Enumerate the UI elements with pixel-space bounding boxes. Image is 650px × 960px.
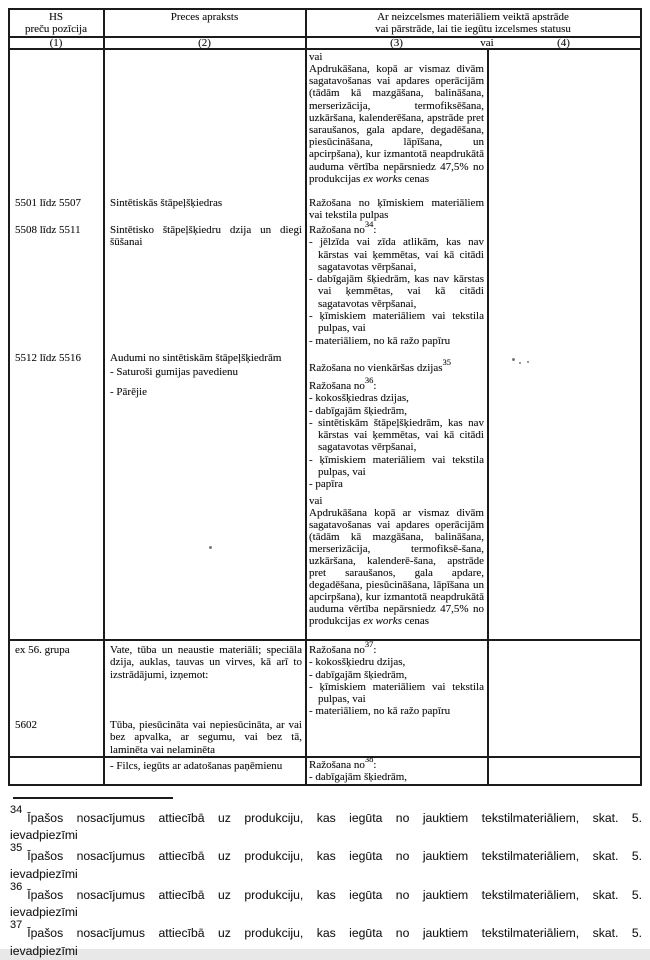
materials-list <box>309 236 484 347</box>
rule-label: Ražošana no vienkāršas dzijas <box>309 362 443 374</box>
hs-code: 5508 līdz 5511 <box>15 224 81 236</box>
footnote-line2: ievadpiezīmi <box>10 943 78 958</box>
origin-rule-printing-b <box>309 507 484 627</box>
rule-colon: : <box>373 380 377 392</box>
header-hs-line1: HS <box>48 11 64 23</box>
list-item: - dabīgajām šķiedrām, <box>309 771 408 784</box>
table-border-right <box>640 8 642 786</box>
rule-heading <box>309 754 484 771</box>
rule-text: Apdrukāšana, kopā ar vismaz divām sagatavošanas vai apdares operācijām (tādām kā mazgāšana, balināšana, merserizācija, termofiksēšana, uzkāršana, kalenderēšana, apstrāde pret saraušanos, gala apdare, degadēšana, piesūcināšana, lāpīšana, un apcirpšana), kur izmantotā neapdrukātā auduma vērtība nepārsniedz 47,5% no produkcijas <box>309 63 484 185</box>
column-number-1: (1) <box>49 37 63 49</box>
rule-text-italic: ex works <box>363 615 402 627</box>
list-item: - sintētiskām štāpeļšķiedrām, kas nav kārstas vai ķemmētas, vai kā citādi sagatavotas vērpšanai, <box>309 416 484 454</box>
footnote-number: 34 <box>10 804 23 816</box>
product-subitem: - Pārējie <box>110 386 147 398</box>
product-description: Sintētisko štāpeļšķiedru dzija un diegi šūšanai <box>110 224 302 249</box>
column-number-3: (3) <box>390 37 403 49</box>
materials-list <box>309 771 484 783</box>
list-item: - dabīgajām šķiedrām, <box>309 668 408 681</box>
header-hs-line2: preču pozīcija <box>25 23 87 36</box>
footnote-number: 35 <box>10 842 23 855</box>
footnote-ref: 37 <box>364 639 374 650</box>
product-description: Vate, tūba un neaustie materiāli; speciāla dzija, auklas, tauvas un virves, kā arī to izstrādājumi, izņemot: <box>110 644 302 681</box>
scan-speck <box>527 361 529 363</box>
product-subitem: - Filcs, iegūts ar adatošanas paņēmienu <box>110 760 283 772</box>
materials-list <box>309 392 484 490</box>
origin-rule-group <box>309 219 484 347</box>
origin-rule-group <box>309 639 484 718</box>
rule-label: Ražošana no <box>309 380 365 392</box>
rule-text: Apdrukāšana kopā ar vismaz divām sagatavošanas vai apdares operācijām (tādām kā mazgāšana, balināšana, merserizācija, termofiksē-šana, uzkāršana, kalenderē-šana, apstrāde pret saraušanos, gala apdare, degadēšana, piesūcināšana, lāpīšana un apcirpšana), kur izmantotā neapdrukātā auduma vērtība nepārsniedz 47,5% no produkcijas <box>309 507 484 627</box>
scan-speck <box>512 358 515 361</box>
footnote-text: Īpašos nosacījumus attiecībā uz produkciju, kas iegūta no jauktiem tekstilmateriāliem, skat. 5. <box>27 849 642 864</box>
header-cell-processing <box>306 11 640 36</box>
list-item: - kokosšķiedru dzijas, <box>309 656 406 669</box>
table-border-left <box>8 8 10 786</box>
table-column-divider <box>487 48 489 786</box>
footnote-number: 36 <box>10 880 23 893</box>
footnote-line2: ievadpiezīmi <box>10 828 78 843</box>
hs-code: 5512 līdz 5516 <box>15 352 81 364</box>
list-item: - jēlzīda vai zīda atlikām, kas nav kārstas vai ķemmētas, vai kā citādi sagatavotas vērpšanai, <box>309 236 484 273</box>
rule-colon: : <box>373 224 377 236</box>
rule-label: Ražošana no <box>309 759 365 771</box>
list-item: - dabīgajām šķiedrām, kas nav kārstas vai ķemmētas, vai kā citādi sagatavotas vērpšanai, <box>309 273 484 310</box>
footnote-number: 37 <box>10 919 23 932</box>
scan-speck <box>209 546 212 549</box>
origin-rule: Ražošana no ķīmiskiem materiāliem vai tekstila pulpas <box>309 197 484 222</box>
origin-rule-group <box>309 375 484 491</box>
footnote-text: Īpašos nosacījumus attiecībā uz produkciju, kas iegūta no jauktiem tekstilmateriāliem, skat. 5. <box>27 888 642 902</box>
list-item: - materiāliem, no kā ražo papīru <box>309 705 451 718</box>
hs-code: 5602 <box>15 719 37 731</box>
product-description: Audumi no sintētiskām štāpeļšķiedrām <box>110 352 282 364</box>
hs-code: 5501 līdz 5507 <box>15 197 81 209</box>
table-column-divider <box>103 8 105 786</box>
rule-colon: : <box>373 644 377 656</box>
footnote-ref: 38 <box>364 754 374 765</box>
column-number-vai: vai <box>480 37 494 49</box>
rule-text: cenas <box>404 172 430 185</box>
list-item: - papīra <box>309 478 343 491</box>
footnote-ref: 34 <box>364 219 374 230</box>
table-column-divider <box>305 8 307 786</box>
footnote-line2: ievadpiezīmi <box>10 866 78 881</box>
origin-rule-printing-a <box>309 63 484 185</box>
footnote-line1 <box>10 921 642 942</box>
footnote-rule <box>13 797 173 799</box>
product-description: Tūba, piesūcināta vai nepiesūcināta, ar vai bez apvalka, ar segumu, vai bez tā, laminēta vai nelaminēta <box>110 719 302 756</box>
product-description: Sintētiskās štāpeļšķiedras <box>110 197 223 209</box>
list-item: - ķīmiskiem materiāliem vai tekstila pulpas, vai <box>309 680 484 706</box>
footnote-ref: 35 <box>442 357 451 368</box>
header-processing-line2: vai pārstrāde, lai tie iegūtu izcelsmes statusu <box>375 23 571 36</box>
footnote-line1 <box>10 806 642 827</box>
header-cell-description: Preces apraksts <box>170 11 239 23</box>
header-cell-hs <box>8 11 104 36</box>
list-item: - kokosšķiedras dzijas, <box>309 392 409 405</box>
hs-code: ex 56. grupa <box>15 644 70 656</box>
footnote-ref: 36 <box>364 375 374 386</box>
rule-heading <box>309 639 484 656</box>
header-processing-line1: Ar neizcelsmes materiāliem veiktā apstrāde <box>377 11 569 23</box>
rule-heading <box>309 219 484 236</box>
materials-list <box>309 656 484 717</box>
footnote-line2: ievadpiezīmi <box>10 905 78 920</box>
list-item: - ķīmiskiem materiāliem vai tekstila pulpas, vai <box>309 453 484 479</box>
list-item: - ķīmiskiem materiāliem vai tekstila pulpas, vai <box>309 310 484 335</box>
footnote-text: Īpašos nosacījumus attiecībā uz produkciju, kas iegūta no jauktiem tekstilmateriāliem, skat. 5. <box>27 811 642 826</box>
rule-text-italic: ex works <box>363 172 402 185</box>
list-item: - dabīgajām šķiedrām, <box>309 404 408 417</box>
origin-rule <box>309 357 484 374</box>
footnote <box>10 921 642 959</box>
footnote <box>10 806 642 844</box>
rule-text: cenas <box>404 615 430 627</box>
footnote-line1 <box>10 880 642 904</box>
footnote-line1 <box>10 844 642 865</box>
column-number-4: (4) <box>557 37 570 49</box>
footnote-text: Īpašos nosacījumus attiecībā uz produkciju, kas iegūta no jauktiem tekstilmateriāliem, skat. 5. <box>27 926 642 941</box>
footnote <box>10 844 642 882</box>
origin-rule-group <box>309 754 484 784</box>
rule-heading <box>309 375 484 392</box>
origin-rule-vai: vai <box>309 51 323 63</box>
rule-label: Ražošana no <box>309 644 365 656</box>
column-number-2: (2) <box>198 37 211 49</box>
footnote <box>10 880 642 921</box>
rule-colon: : <box>373 759 377 771</box>
rule-label: Ražošana no <box>309 224 365 236</box>
list-item: - materiāliem, no kā ražo papīru <box>309 334 451 347</box>
product-subitem: - Saturoši gumijas pavedienu <box>110 366 239 378</box>
origin-rule-vai: vai <box>309 495 323 507</box>
footnotes-section <box>10 806 642 960</box>
scan-speck <box>519 362 521 364</box>
